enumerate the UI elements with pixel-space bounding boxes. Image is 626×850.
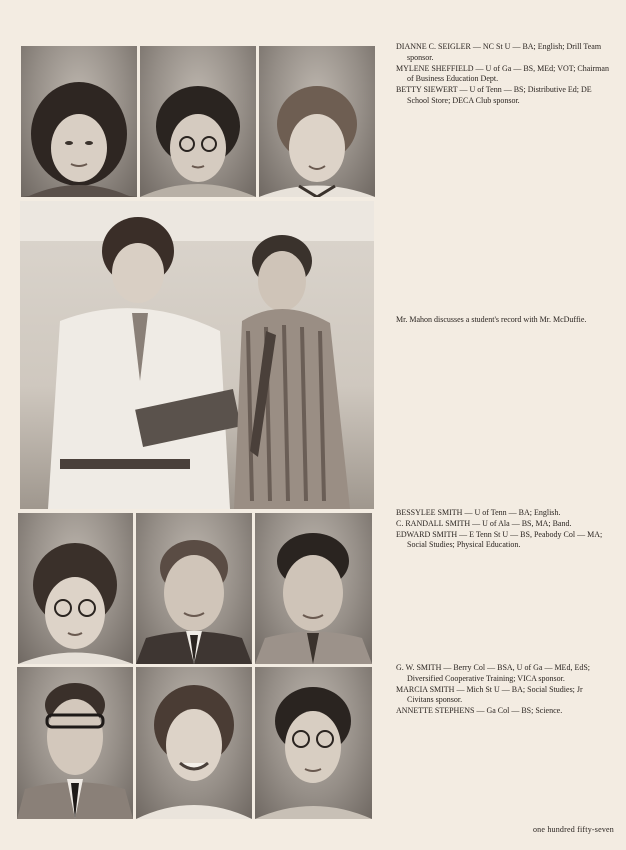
caption-betty-siewert: BETTY SIEWERT — U of Tenn — BS; Distributive Ed; DE School Store; DECA Club sponsor.: [396, 85, 592, 105]
caption-randall-smith: C. RANDALL SMITH — U of Ala — BS, MA; Band.: [396, 518, 572, 528]
feature-photo-mahon-mcduffie: [20, 201, 374, 509]
caption-gw-smith: G. W. SMITH — Berry Col — BSA, U of Ga — MEd, EdS; Diversified Cooperative Training; VICA sponsor.: [396, 663, 591, 683]
caption-annette-stephens: ANNETTE STEPHENS — Ga Col — BS; Science.: [396, 706, 563, 716]
caption-dianne-seigler: DIANNE C. SEIGLER — NC St U — BA; English; Drill Team sponsor.: [396, 42, 602, 62]
caption-feature: [396, 315, 610, 326]
page-number: one hundred fifty-seven: [532, 825, 614, 834]
caption-block-top: [396, 42, 610, 107]
caption-bessylee-smith: BESSYLEE SMITH — U of Tenn — BA; English.: [396, 508, 561, 517]
portrait-mylene-sheffield: [140, 46, 256, 197]
caption-edward-smith: EDWARD SMITH — E Tenn St U — BS, Peabody Col — MA; Social Studies; Physical Education.: [396, 529, 603, 550]
portrait-annette-stephens: [255, 667, 372, 819]
portrait-dianne-seigler: [21, 46, 137, 197]
caption-marcia-smith: MARCIA SMITH — Mich St U — BA; Social Studies; Jr Civitans sponsor.: [396, 684, 583, 705]
portrait-betty-siewert: [259, 46, 375, 197]
portrait-edward-smith: [255, 513, 372, 664]
caption-mylene-sheffield: MYLENE SHEFFIELD — U of Ga — BS, MEd; VOT; Chairman of Business Education Dept.: [396, 63, 609, 84]
caption-block-middle: [396, 508, 610, 551]
caption-feature-text: Mr. Mahon discusses a student's record with Mr. McDuffie.: [396, 315, 587, 324]
portrait-bessylee-smith: [18, 513, 133, 664]
caption-block-bottom: [396, 663, 610, 717]
portrait-randall-smith: [136, 513, 252, 664]
portrait-gw-smith: [17, 667, 133, 819]
portrait-marcia-smith: [136, 667, 252, 819]
